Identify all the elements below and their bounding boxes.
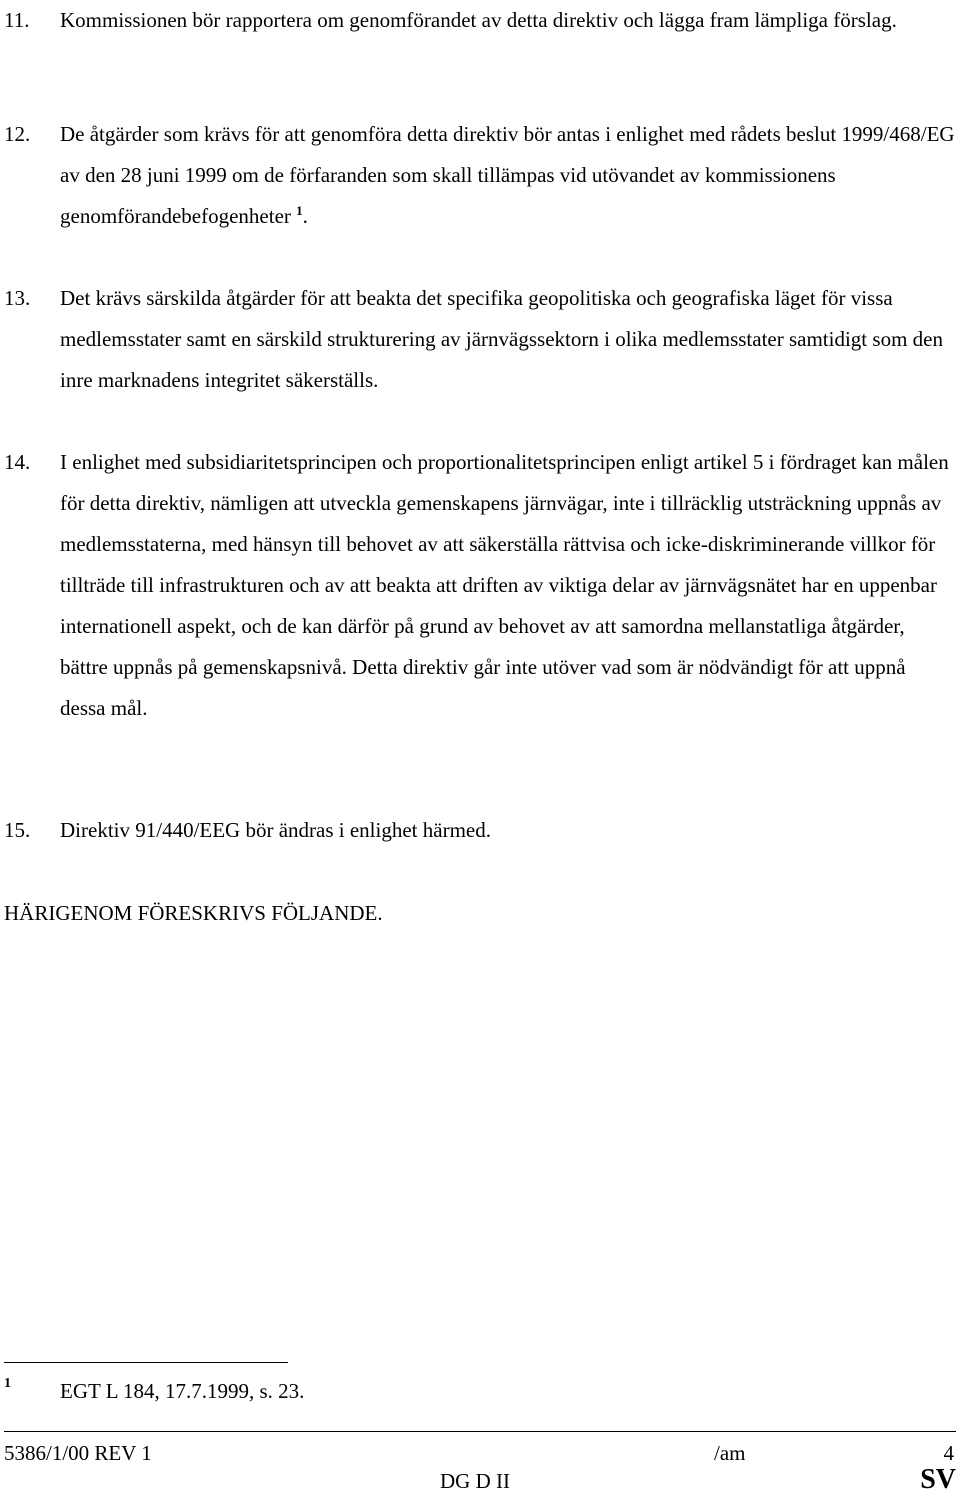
paragraph-number: 13.: [4, 286, 31, 310]
department-code: DG D II: [440, 1469, 510, 1493]
page-number: 4: [943, 1441, 954, 1465]
paragraph-text: Det krävs särskilda åtgärder för att beakta det specifika geopolitiska och geografiska läget för vissa medlemsstater samt en särskild strukturering av järnvägssektorn i olika medlemsstater samtidigt som den inre marknadens integritet säkerställs.: [60, 286, 943, 392]
footer-divider: [4, 1431, 956, 1432]
paragraph-number: 12.: [4, 122, 31, 146]
paragraph-text: Kommissionen bör rapportera om genomförandet av detta direktiv och lägga fram lämpliga förslag.: [60, 8, 897, 32]
paragraph-number: 11.: [4, 8, 30, 32]
footnote-number: 1: [4, 1376, 11, 1391]
enacting-formula: HÄRIGENOM FÖRESKRIVS FÖLJANDE.: [4, 901, 383, 925]
document-reference: 5386/1/00 REV 1: [4, 1441, 152, 1465]
paragraph-number: 15.: [4, 818, 31, 842]
footnote-text: EGT L 184, 17.7.1999, s. 23.: [60, 1379, 305, 1403]
language-code: SV: [920, 1464, 956, 1495]
paragraph-number: 14.: [4, 450, 31, 474]
author-initials: /am: [714, 1441, 746, 1465]
paragraph-end: .: [302, 204, 308, 228]
paragraph-text: [60, 114, 955, 237]
footnote-divider: [4, 1362, 288, 1363]
footnote-reference[interactable]: 1: [296, 203, 303, 218]
paragraph-text: I enlighet med subsidiaritetsprincipen och proportionalitetsprincipen enligt artikel 5 i fördraget kan målen för detta direktiv, nämligen att utveckla gemenskapens järnvägar, inte i tillräcklig utsträckning uppnås av medlemsstaterna, med hänsyn till behovet av att säkerställa rättvisa och icke-diskriminerande villkor för tillträde till infrastrukturen och av att beakta att driften av viktiga delar av järnvägsnätet har en uppenbar internationell aspekt, och de kan därför på grund av behovet av att samordna mellanstatliga åtgärder, bättre uppnås på gemenskapsnivå. Detta direktiv går inte utöver vad som är nödvändigt för att uppnå dessa mål.: [60, 450, 949, 720]
paragraph-body: De åtgärder som krävs för att genomföra detta direktiv bör antas i enlighet med rådets beslut 1999/468/EG av den 28 juni 1999 om de förfaranden som skall tillämpas vid utövandet av kommissionens genomförandebefogenheter: [60, 122, 955, 228]
paragraph-text: Direktiv 91/440/EEG bör ändras i enlighet härmed.: [60, 818, 491, 842]
